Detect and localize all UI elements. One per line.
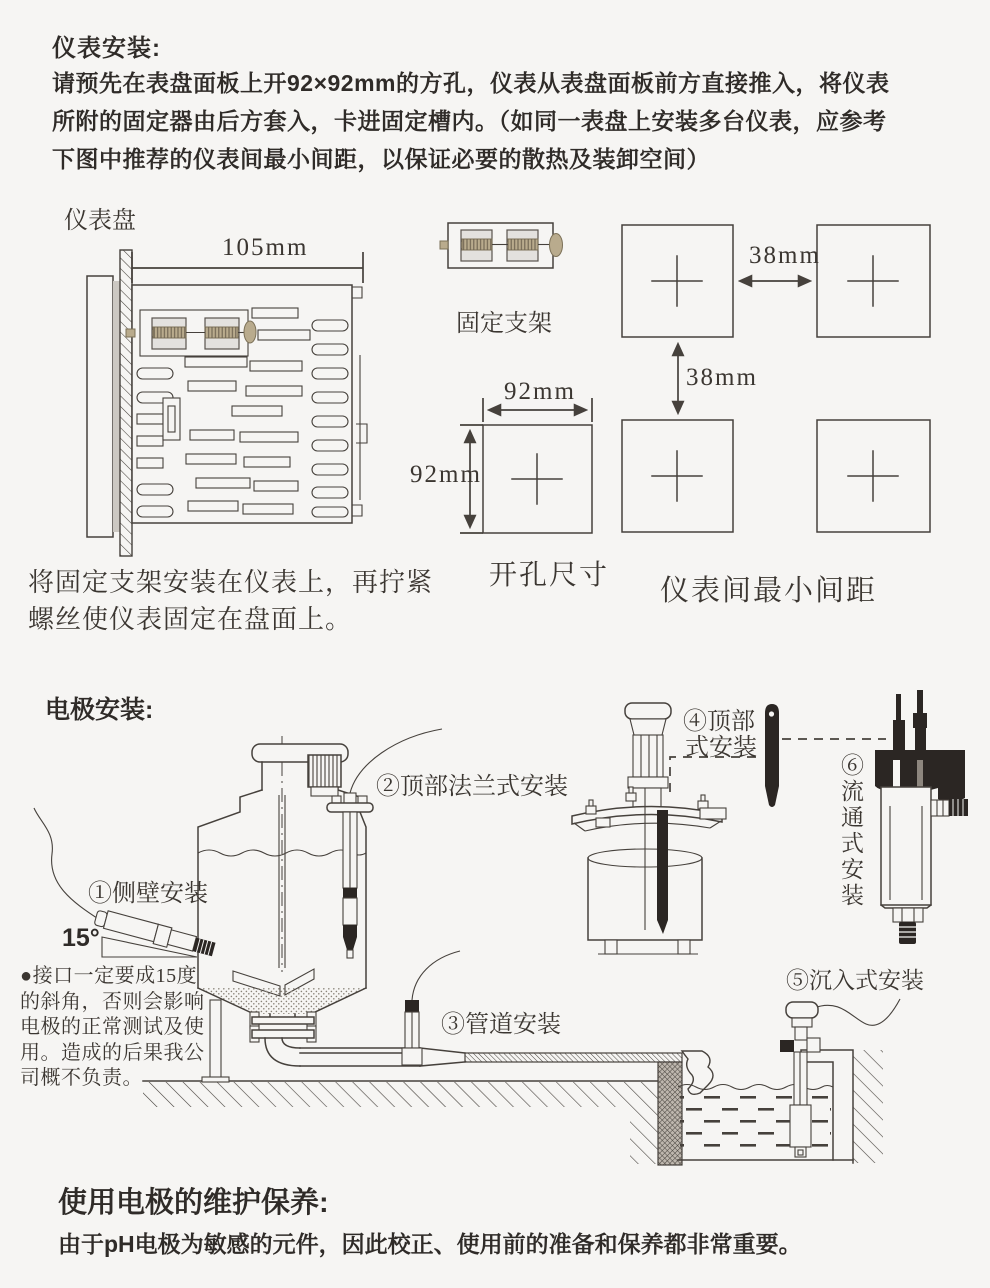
mount-note-line-2: 螺丝使仪表固定在盘面上。 <box>28 605 353 634</box>
instrument-body-line-2: 所附的固定器由后方套入，卡进固定槽内。（如同一表盘上安装多台仪表，应参考 <box>52 108 887 134</box>
label-side-wall: ①侧壁安装 <box>88 881 208 907</box>
mount-note-line-1: 将固定支架安装在仪表上，再拧紧 <box>28 568 434 597</box>
ground-and-pipe <box>143 1048 883 1165</box>
dashed-leader-left <box>670 757 762 792</box>
panel-label: 仪表盘 <box>64 208 136 234</box>
spacing-caption: 仪表间最小间距 <box>660 575 878 607</box>
note-line-5: 司概不负责。 <box>20 1067 143 1089</box>
section-electrode-heading: 电极安装: <box>45 696 154 724</box>
note-line-3: 电极的正常测试及使 <box>20 1016 205 1038</box>
label-flow-through: ⑥流通式安装 <box>838 753 863 909</box>
section-maintenance-heading: 使用电极的维护保养: <box>58 1187 329 1219</box>
note-line-4: 用。造成的后果我公 <box>20 1041 205 1064</box>
label-pipeline: ③管道安装 <box>441 1012 561 1038</box>
spacing-squares-drawing <box>622 225 930 532</box>
label-angle-15: 15° <box>62 924 100 952</box>
electrode-scene-drawing <box>34 690 968 1165</box>
label-top-flange: ②顶部法兰式安装 <box>376 774 568 800</box>
hole-caption: 开孔尺寸 <box>489 560 610 591</box>
section-instrument-heading: 仪表安装: <box>52 35 161 62</box>
dim-92mm-height: 92mm <box>410 461 482 488</box>
label-top-mount-line-1: ④顶部 <box>683 709 755 735</box>
flow-cell-drawing <box>875 690 968 944</box>
stirred-tank-drawing <box>198 736 366 1082</box>
note-line-2: 的斜角，否则会影响 <box>20 990 205 1013</box>
bare-electrode-probe-drawing <box>765 704 779 807</box>
flange-electrode-drawing <box>327 729 442 958</box>
instrument-side-view-drawing <box>87 250 367 556</box>
dim-38mm-vertical: 38mm <box>686 364 758 391</box>
dim-92mm-width: 92mm <box>504 378 576 405</box>
label-top-mount-line-2: 式安装 <box>685 735 757 761</box>
dim-105mm: 105mm <box>222 234 309 261</box>
bracket-label: 固定支架 <box>456 311 552 337</box>
dim-38mm-horizontal: 38mm <box>749 242 821 269</box>
instrument-body-line-1: 请预先在表盘面板上开92×92mm的方孔，仪表从表盘面板前方直接推入，将仪表 <box>52 70 890 96</box>
instrument-body-line-3: 下图中推荐的仪表间最小间距，以保证必要的散热及装卸空间） <box>52 146 710 172</box>
label-submersible: ⑤沉入式安装 <box>786 968 924 993</box>
maintenance-body: 由于pH电极为敏感的元件，因此校正、使用前的准备和保养都非常重要。 <box>58 1231 802 1257</box>
electrode-warning-note <box>20 964 205 1092</box>
mounting-bracket-drawing <box>440 223 563 268</box>
note-line-1: ●接口一定要成15度 <box>20 965 198 987</box>
